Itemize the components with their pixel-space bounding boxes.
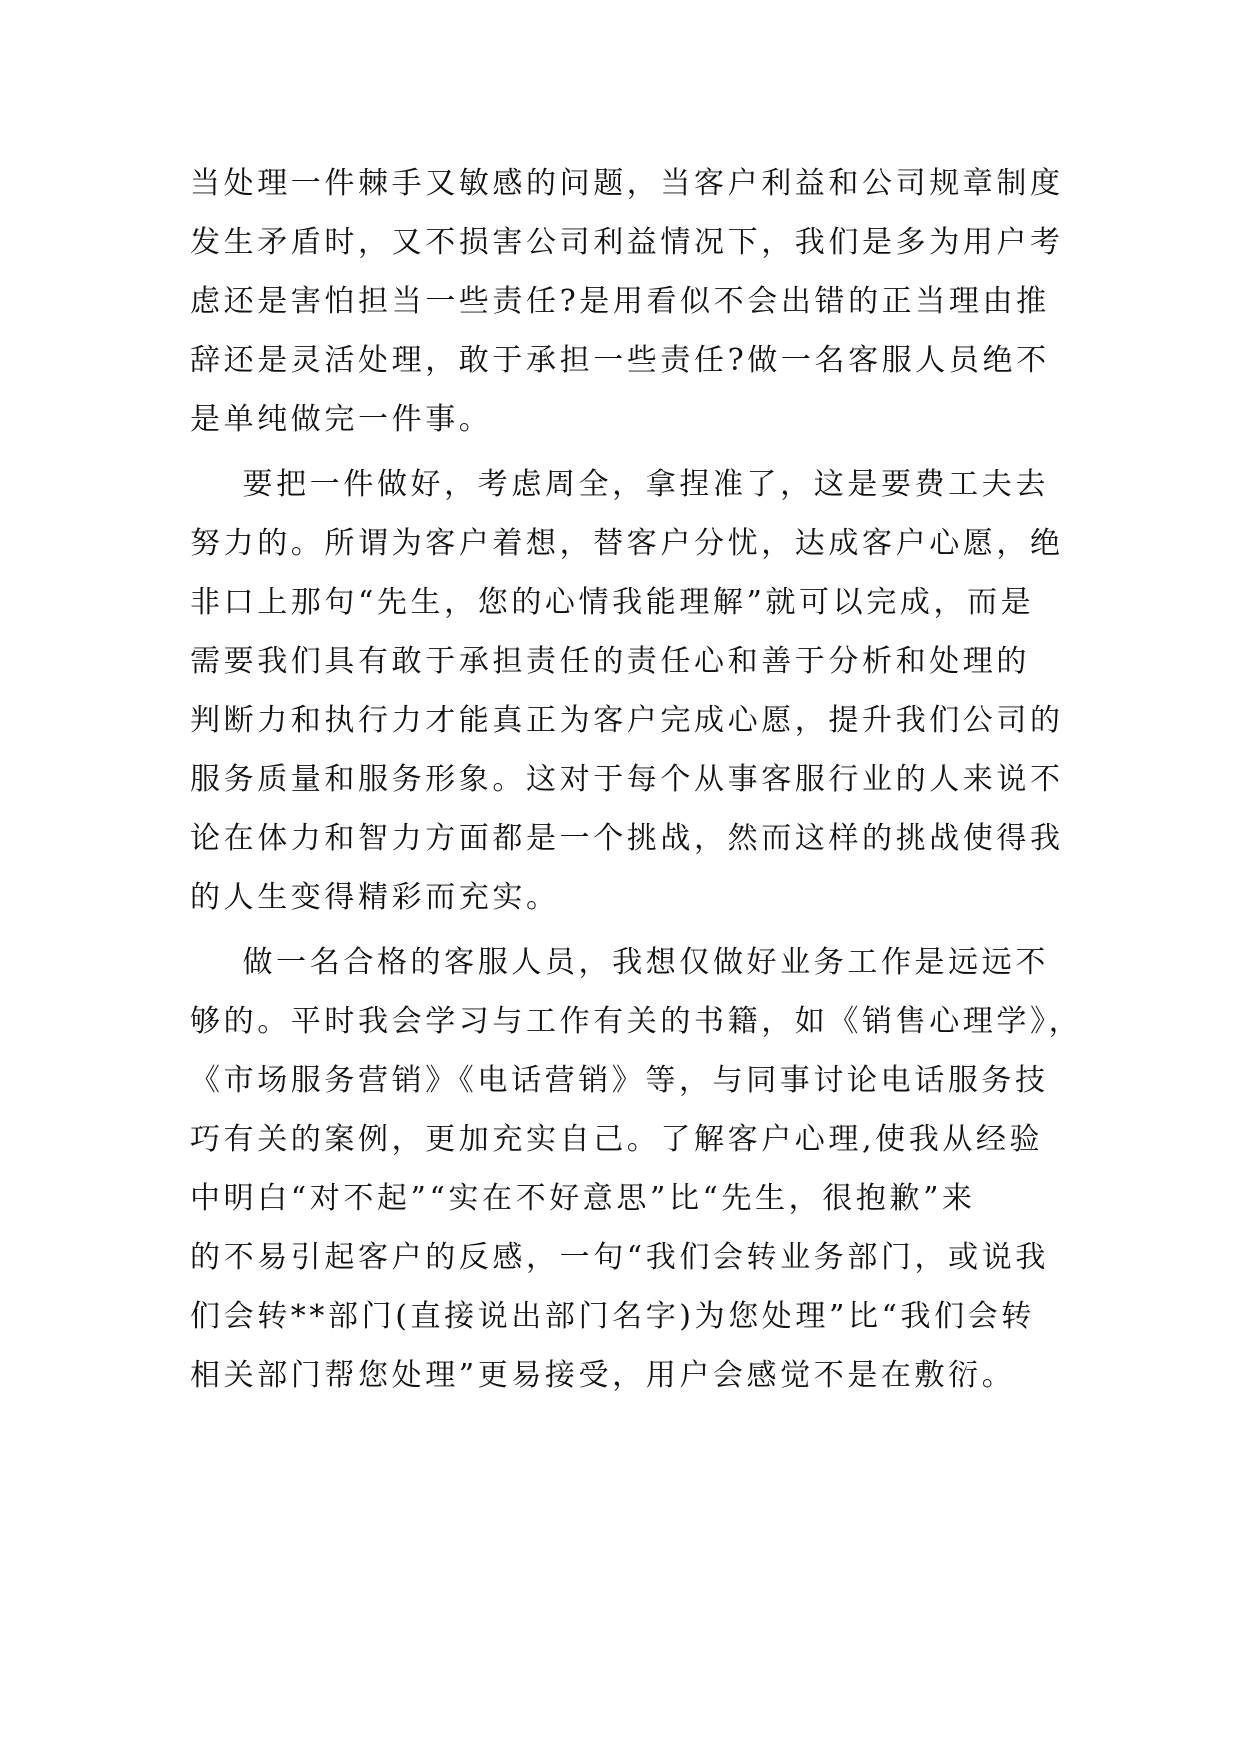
text-line: 辞还是灵活处理，敢于承担一些责任?做一名客服人员绝不 (190, 343, 1050, 378)
paragraph-2 (190, 455, 1064, 927)
text-line: 判断力和执行力才能真正为客户完成心愿，提升我们公司的 (190, 703, 1064, 738)
text-line: 当处理一件棘手又敏感的问题，当客户利益和公司规章制度 (190, 166, 1064, 201)
paragraph-1 (190, 154, 1064, 449)
text-line: 《市场服务营销》《电话营销》等，与同事讨论电话服务技 (190, 1063, 1049, 1098)
text-line: 做一名合格的客服人员，我想仅做好业务工作是远远不 (190, 945, 1049, 980)
text-line: 虑还是害怕担当一些责任?是用看似不会出错的正当理由推 (190, 284, 1050, 319)
text-line: 的不易引起客户的反感，一句“我们会转业务部门，或说我 (190, 1240, 1049, 1275)
text-line: 中明白“对不起”“实在不好意思”比“先生，很抱歉”来 (190, 1181, 976, 1216)
text-line: 非口上那句“先生，您的心情我能理解”就可以完成，而是 (190, 585, 1035, 620)
text-line: 够的。平时我会学习与工作有关的书籍，如《销售心理学》， (190, 1004, 1083, 1039)
text-line: 相关部门帮您处理”更易接受，用户会感觉不是在敷衍。 (190, 1358, 1016, 1393)
text-line: 需要我们具有敢于承担责任的责任心和善于分析和处理的 (190, 644, 1030, 679)
text-line: 服务质量和服务形象。这对于每个从事客服行业的人来说不 (190, 762, 1064, 797)
paragraph-3 (190, 933, 1083, 1405)
document-body (190, 154, 1083, 1405)
text-line: 巧有关的案例，更加充实自己。了解客户心理,使我从经验 (190, 1122, 1044, 1157)
text-line: 们会转**部门(直接说出部门名字)为您处理”比“我们会转 (190, 1299, 1035, 1334)
text-line: 论在体力和智力方面都是一个挑战，然而这样的挑战使得我 (190, 821, 1064, 856)
text-line: 的人生变得精彩而充实。 (190, 880, 560, 915)
text-line: 发生矛盾时，又不损害公司利益情况下，我们是多为用户考 (190, 225, 1064, 260)
text-line: 要把一件做好，考虑周全，拿捏准了，这是要费工夫去 (190, 467, 1049, 502)
text-line: 是单纯做完一件事。 (190, 402, 493, 437)
text-line: 努力的。所谓为客户着想，替客户分忧，达成客户心愿，绝 (190, 526, 1064, 561)
